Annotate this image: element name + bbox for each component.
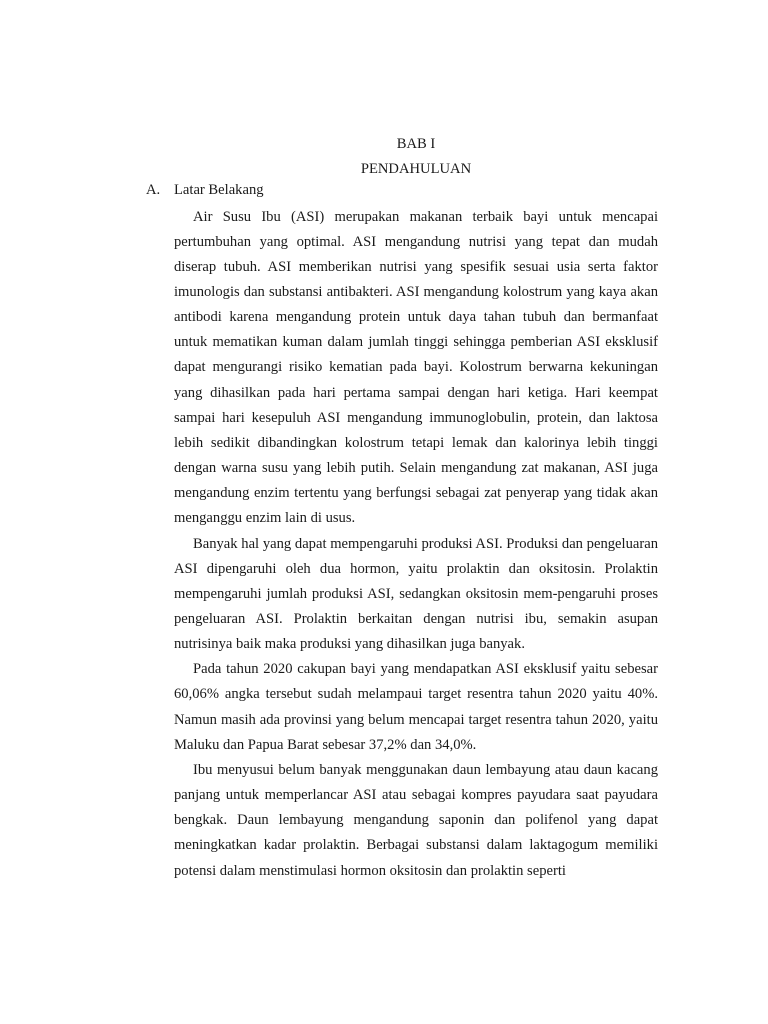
paragraph-asi-production: Banyak hal yang dapat mempengaruhi produksi ASI. Produksi dan pengeluaran ASI dipengaruhi oleh dua hormon, yaitu prolaktin dan oksitosin. Prolaktin mempengaruhi jumlah produksi ASI, sedangkan oksitosin mem-pengaruhi proses pengeluaran ASI. Prolaktin berkaitan dengan nutrisi ibu, semakin asupan nutrisinya baik maka produksi yang dihasilkan juga banyak.: [174, 535, 658, 653]
paragraph-asi-definition: Air Susu Ibu (ASI) merupakan makanan terbaik bayi untuk mencapai pertumbuhan yang optimal. ASI mengandung nutrisi yang tepat dan mudah diserap tubuh. ASI memberikan nutrisi yang spesifik sesuai usia serta faktor imunologis dan substansi antibakteri. ASI mengandung kolostrum yang kaya akan antibodi karena mengandung protein untuk daya tahan tubuh dan bermanfaat untuk mematikan kuman dalam jumlah tinggi sehingga pemberian ASI eksklusif dapat mengurangi risiko kematian pada bayi. Kolostrum berwarna kekuningan yang dihasilkan pada hari pertama sampai dengan hari ketiga. Hari keempat sampai hari kesepuluh ASI mengandung immunoglobulin, protein, dan laktosa lebih sedikit dibandingkan kolostrum tetapi lemak dan kalorinya lebih tinggi dengan warna susu yang lebih putih. Selain mengandung zat makanan, ASI juga mengandung enzim tertentu yang berfungsi sebagai zat penyerap yang tidak akan menganggu enzim lain di usus.: [174, 208, 658, 527]
chapter-title: PENDAHULUAN: [360, 161, 472, 177]
paragraph-lembayung-leaves: Ibu menyusui belum banyak menggunakan daun lembayung atau daun kacang panjang untuk memperlancar ASI atau sebagai kompres payudara saat payudara bengkak. Daun lembayung mengandung saponin dan polifenol yang dapat meningkatkan kadar prolaktin. Berbagai substansi dalam laktagogum memiliki potensi dalam menstimulasi hormon oksitosin dan prolaktin seperti: [174, 761, 658, 879]
paragraph-exclusive-coverage: Pada tahun 2020 cakupan bayi yang mendapatkan ASI eksklusif yaitu sebesar 60,06% angka tersebut sudah melampaui target resentra tahun 2020 yaitu 40%. Namun masih ada provinsi yang belum mencapai target resentra tahun 2020, yaitu Maluku dan Papua Barat sebesar 37,2% dan 34,0%.: [174, 661, 658, 753]
section-heading: [146, 180, 264, 200]
section-title: Latar Belakang: [174, 182, 264, 198]
chapter-number: BAB I: [396, 136, 436, 152]
body-text: [174, 205, 658, 884]
section-letter: A.: [146, 182, 161, 198]
